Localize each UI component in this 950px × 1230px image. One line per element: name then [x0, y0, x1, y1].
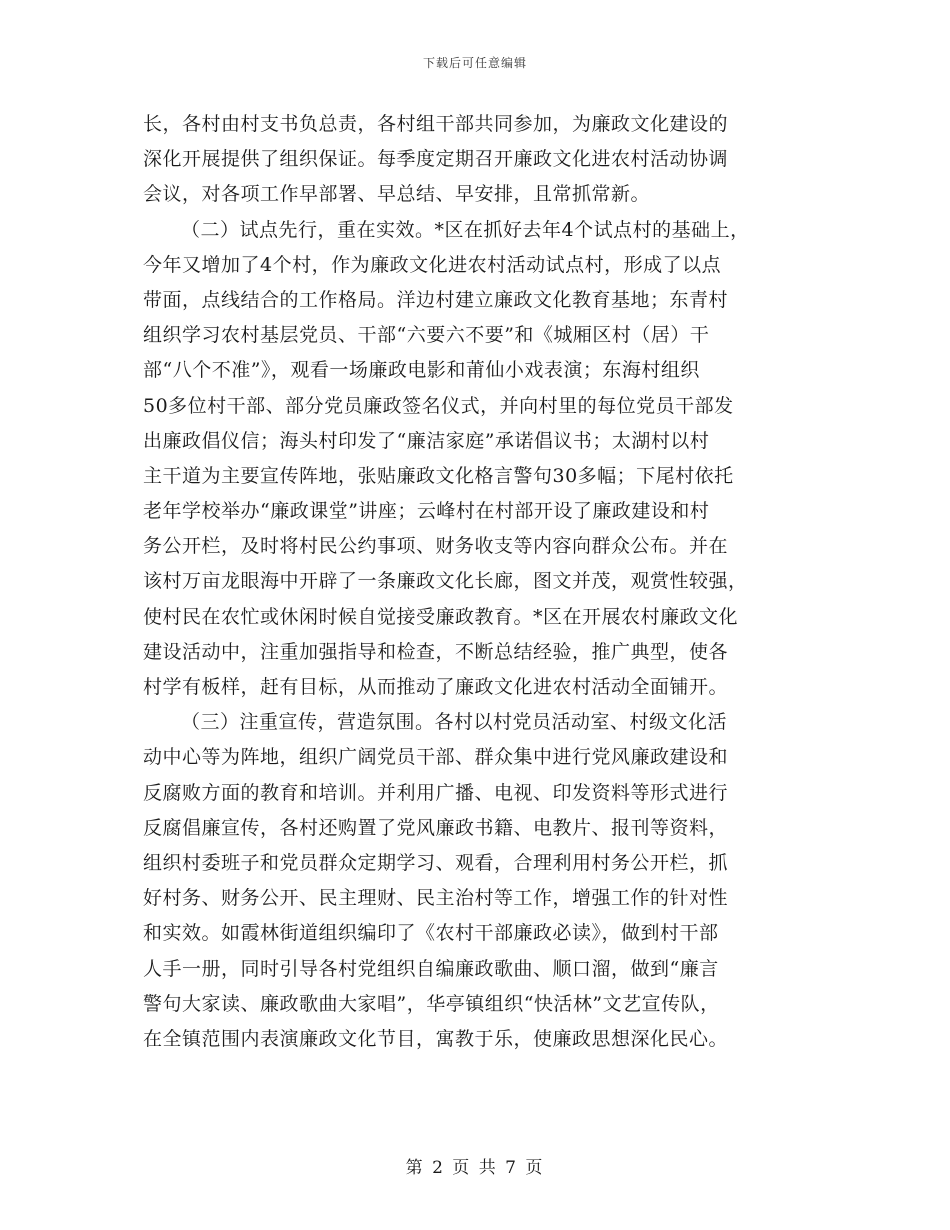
text-line: 村学有板样，赶有目标，从而推动了廉政文化进农村活动全面铺开。: [143, 676, 729, 698]
page-header-note: 下载后可任意编辑: [422, 56, 527, 70]
text-line: 会议，对各项工作早部署、早总结、早安排，且常抓常新。: [143, 183, 651, 206]
text-line: 动中心等为阵地，组织广阔党员干部、群众集中进行党风廉政建设和: [143, 746, 729, 769]
page-number: 第 2 页 共 7 页: [405, 1158, 545, 1178]
text-line: （三）注重宣传，营造氛围。各村以村党员活动室、村级文化活: [181, 711, 728, 734]
text-line: 组织学习农村基层党员、干部“六要六不要”和《城厢区村（居）干: [143, 324, 710, 347]
text-line: 50多位村干部、部分党员廉政签名仪式，并向村里的每位党员干部发: [143, 394, 734, 417]
text-line: 今年又增加了4个村，作为廉政文化进农村活动试点村，形成了以点: [143, 253, 722, 276]
text-line: 在全镇范围内表演廉政文化节目，寓教于乐，使廉政思想深化民心。: [143, 1027, 729, 1050]
text-line: 反腐败方面的教育和培训。并利用广播、电视、印发资料等形式进行: [143, 781, 729, 804]
text-line: 警句大家读、廉政歌曲大家唱”，华亭镇组织“快活林”文艺宣传队，: [143, 992, 720, 1015]
text-line: 带面，点线结合的工作格局。洋边村建立廉政文化教育基地；东青村: [143, 288, 729, 311]
text-line: 长，各村由村支书负总责，各村组干部共同参加，为廉政文化建设的: [143, 113, 729, 135]
text-line: 好村务、财务公开、民主理财、民主治村等工作，增强工作的针对性: [143, 887, 729, 910]
text-line: 建设活动中，注重加强指导和检查，不断总结经验，推广典型，使各: [143, 640, 729, 663]
text-line: 使村民在农忙或休闲时候自觉接受廉政教育。*区在开展农村廉政文化: [143, 605, 739, 628]
text-line: 该村万亩龙眼海中开辟了一条廉政文化长廊，图文并茂，观赏性较强，: [143, 570, 748, 593]
text-line: 反腐倡廉宣传，各村还购置了党风廉政书籍、电教片、报刊等资料，: [143, 816, 729, 839]
text-line: （二）试点先行，重在实效。*区在抓好去年4个试点村的基础上，: [181, 218, 750, 241]
text-line: 人手一册，同时引导各村党组织自编廉政歌曲、顺口溜，做到“廉言: [143, 957, 719, 980]
document-body: [143, 107, 807, 1057]
text-line: 主干道为主要宣传阵地，张贴廉政文化格言警句30多幅；下尾村依托: [143, 464, 734, 487]
text-line: 组织村委班子和党员群众定期学习、观看，合理利用村务公开栏，抓: [143, 851, 729, 874]
text-line: 务公开栏，及时将村民公约事项、财务收支等内容向群众公布。并在: [143, 535, 729, 558]
text-line: 和实效。如霞林街道组织编印了《农村干部廉政必读》，做到村干部: [143, 922, 719, 945]
text-line: 部“八个不准”》，观看一场廉政电影和莆仙小戏表演；东海村组织: [143, 359, 700, 382]
text-line: 深化开展提供了组织保证。每季度定期召开廉政文化进农村活动协调: [143, 148, 729, 171]
text-line: 出廉政倡仪信；海头村印发了“廉洁家庭”承诺倡议书；太湖村以村: [143, 429, 710, 452]
text-line: 老年学校举办“廉政课堂”讲座；云峰村在村部开设了廉政建设和村: [143, 500, 710, 523]
